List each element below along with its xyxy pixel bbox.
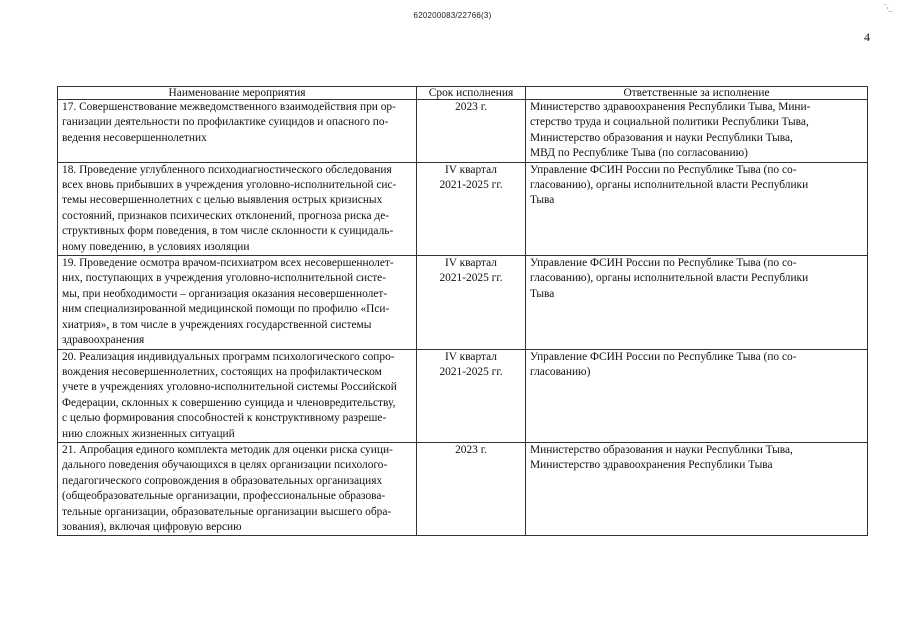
text-line: IV квартал	[445, 163, 497, 176]
text-line: 2023 г.	[455, 443, 487, 456]
text-line: с целью формирования способностей к конструктивному разреше-	[62, 412, 387, 425]
measure-term	[417, 100, 526, 163]
text-line: 18. Проведение углубленного психодиагностического обследования	[62, 163, 392, 176]
text-line: 2023 г.	[455, 101, 487, 113]
text-line: темы несовершеннолетних с целью выявления острых кризисных	[62, 194, 383, 207]
text-line: ному поведению, в условиях изоляции	[62, 240, 250, 253]
text-line: Управление ФСИН России по Республике Тыва (по со-	[530, 350, 797, 363]
table-row	[58, 256, 868, 349]
text-line: Тыва	[530, 287, 555, 300]
text-line: Управление ФСИН России по Республике Тыва (по со-	[530, 257, 797, 270]
text-line: Министерство здравоохранения Республики Тыва	[530, 459, 773, 472]
text-line: 17. Совершенствование межведомственного взаимодействия при ор-	[62, 101, 396, 113]
measure-name	[58, 442, 417, 535]
text-line: вождения несовершеннолетних, состоящих на профилактическом	[62, 365, 382, 378]
text-line: IV квартал	[445, 350, 497, 363]
measure-name	[58, 256, 417, 349]
measure-responsible	[526, 349, 868, 442]
text-line: тельные организации, образовательные организации высшего обра-	[62, 505, 392, 518]
text-line: МВД по Республике Тыва (по согласованию)	[530, 147, 748, 160]
text-line: всех вновь прибывших в учреждения уголовно-исполнительной сис-	[62, 179, 397, 192]
text-line: них, поступающих в учреждения уголовно-исполнительной систе-	[62, 272, 387, 285]
text-line: хиатрия», в том числе в учреждениях государственной системы	[62, 318, 372, 331]
measure-term	[417, 442, 526, 535]
page-number: 4	[864, 30, 870, 44]
text-line: учете в учреждениях уголовно-исполнительной системы Российской	[62, 381, 397, 394]
text-line: ним специализированной медицинской помощи по профилю «Пси-	[62, 303, 390, 316]
text-line: зования), включая цифровую версию	[62, 520, 242, 533]
corner-mark: ‾‹_	[884, 5, 893, 12]
column-header-term: Срок исполнения	[417, 87, 526, 100]
text-line: гласованию), органы исполнительной власти Республики	[530, 272, 809, 285]
column-header-responsible: Ответственные за исполнение	[526, 87, 868, 100]
measure-name	[58, 349, 417, 442]
measures-table	[57, 86, 868, 536]
text-line: мы, при необходимости – организация оказания несовершеннолет-	[62, 287, 388, 300]
text-line: ганизации деятельности по профилактике суицидов и опасного по-	[62, 116, 389, 129]
text-line: Тыва	[530, 194, 555, 207]
text-line: 19. Проведение осмотра врачом-психиатром всех несовершеннолет-	[62, 257, 394, 270]
text-line: структивных форм поведения, в том числе склонности к суицидаль-	[62, 225, 394, 238]
measure-responsible	[526, 256, 868, 349]
measure-term	[417, 256, 526, 349]
text-line: гласованию)	[530, 365, 591, 378]
measure-responsible	[526, 442, 868, 535]
text-line: 21. Апробация единого комплекта методик для оценки риска суици-	[62, 443, 393, 456]
text-line: 20. Реализация индивидуальных программ психологического сопро-	[62, 350, 395, 363]
text-line: 2021-2025 гг.	[439, 272, 503, 285]
table-row	[58, 349, 868, 442]
text-line: Министерство образования и науки Республики Тыва,	[530, 131, 793, 144]
text-line: Министерство образования и науки Республики Тыва,	[530, 443, 793, 456]
measure-name	[58, 162, 417, 255]
text-line: ведения несовершеннолетних	[62, 131, 207, 144]
text-line: гласованию), органы исполнительной власти Республики	[530, 179, 809, 192]
text-line: Министерство здравоохранения Республики Тыва, Мини-	[530, 101, 811, 113]
table-row	[58, 162, 868, 255]
measure-name	[58, 100, 417, 163]
document-id: 620200083/22766(3)	[413, 11, 492, 20]
measure-term	[417, 349, 526, 442]
text-line: 2021-2025 гг.	[439, 365, 503, 378]
table-row	[58, 100, 868, 163]
text-line: здравоохранения	[62, 334, 145, 347]
text-line: IV квартал	[445, 257, 497, 270]
measure-responsible	[526, 100, 868, 163]
text-line: нию сложных жизненных ситуаций	[62, 427, 235, 440]
measure-responsible	[526, 162, 868, 255]
column-header-name: Наименование мероприятия	[58, 87, 417, 100]
text-line: стерство труда и социальной политики Республики Тыва,	[530, 116, 809, 129]
measure-term	[417, 162, 526, 255]
text-line: Управление ФСИН России по Республике Тыва (по со-	[530, 163, 797, 176]
text-line: (общеобразовательные организации, профессиональные образова-	[62, 490, 386, 503]
text-line: педагогического сопровождения в образовательных организациях	[62, 474, 383, 487]
text-line: дального поведения обучающихся в целях организации психолого-	[62, 459, 388, 472]
text-line: 2021-2025 гг.	[439, 179, 503, 192]
text-line: состояний, признаков психических отклонений, прогноза риска де-	[62, 209, 390, 222]
table-row	[58, 442, 868, 535]
table-header-row	[58, 87, 868, 100]
text-line: Федерации, склонных к совершению суицида и членовредительству,	[62, 396, 396, 409]
